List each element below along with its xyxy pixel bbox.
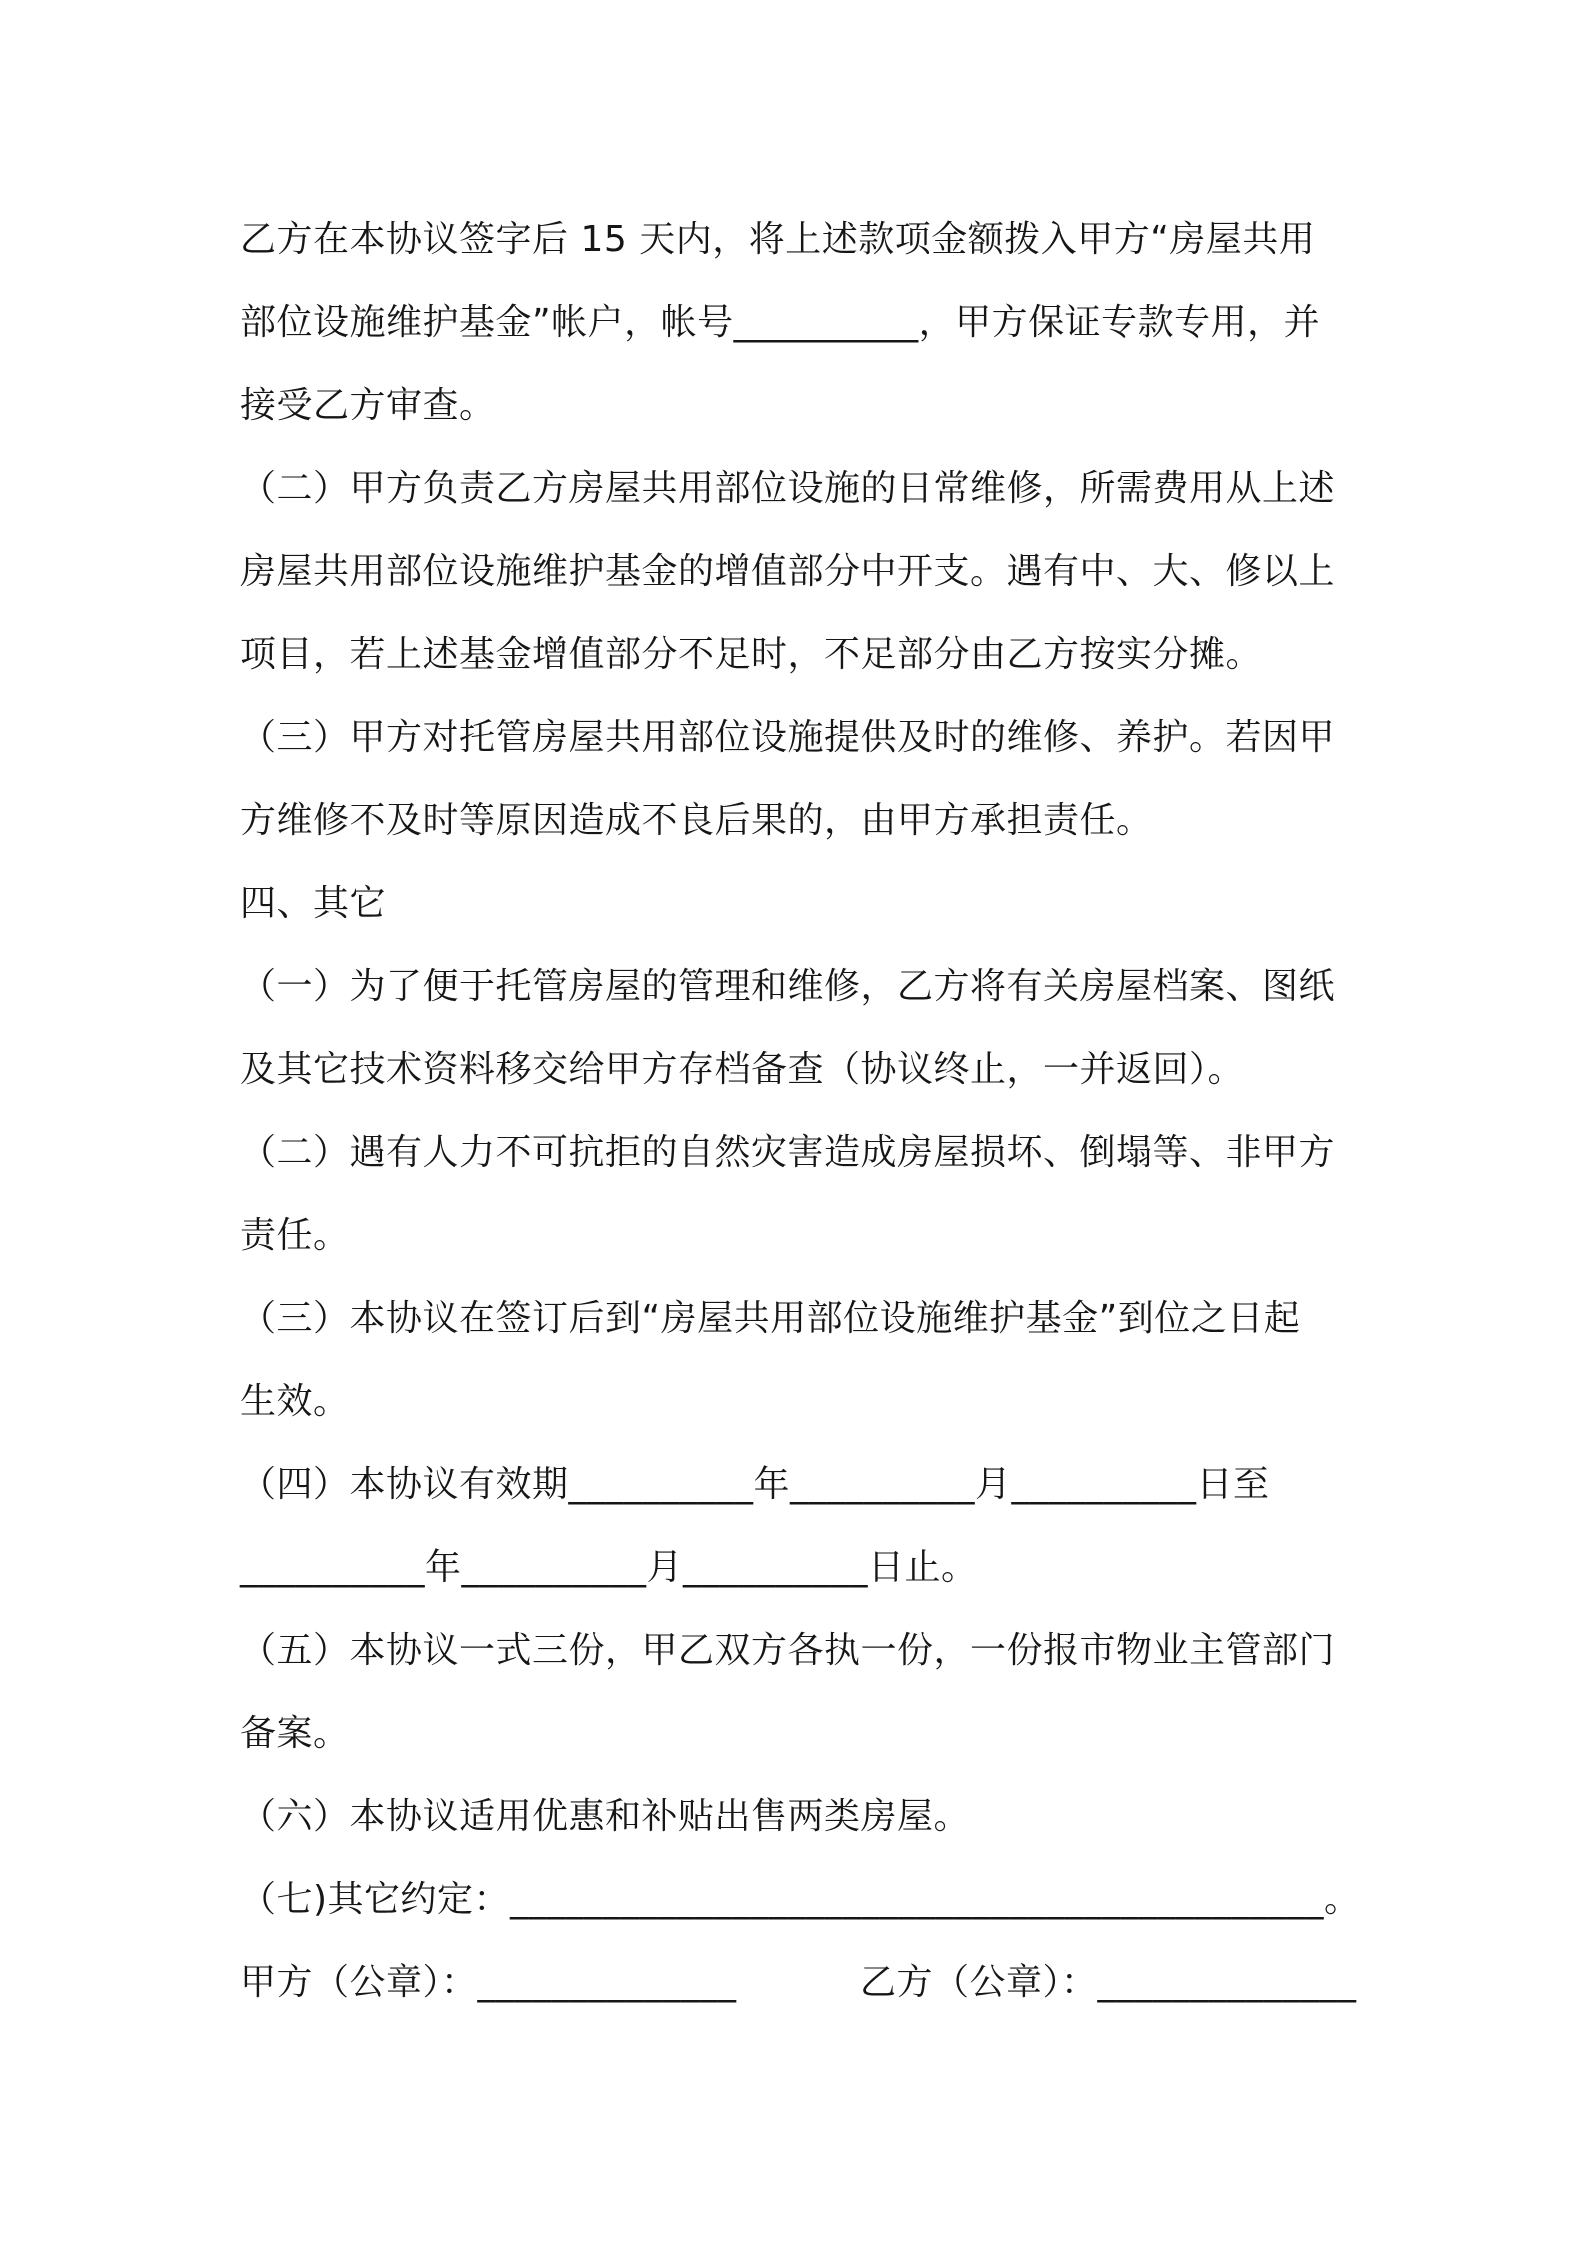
text-line: 备案。 bbox=[240, 1713, 350, 1754]
text-line: （三）甲方对托管房屋共用部位设施提供及时的维修、养护。若因甲 bbox=[240, 717, 1336, 758]
document-body bbox=[240, 198, 1360, 2024]
text-line: （七)其它约定：____________________________________________。 bbox=[240, 1879, 1361, 1920]
text-line: （六）本协议适用优惠和补贴出售两类房屋。 bbox=[240, 1796, 971, 1837]
text-line: 项目，若上述基金增值部分不足时，不足部分由乙方按实分摊。 bbox=[240, 634, 1263, 675]
text-line: （二）甲方负责乙方房屋共用部位设施的日常维修，所需费用从上述 bbox=[240, 468, 1336, 509]
text-line: 房屋共用部位设施维护基金的增值部分中开支。遇有中、大、修以上 bbox=[240, 551, 1336, 592]
text-line: （三）本协议在签订后到“房屋共用部位设施维护基金”到位之日起 bbox=[240, 1298, 1301, 1339]
text-line: 乙方在本协议签字后 15 天内，将上述款项金额拨入甲方“房屋共用 bbox=[240, 219, 1316, 260]
text-line: 生效。 bbox=[240, 1381, 350, 1422]
text-line: （二）遇有人力不可抗拒的自然灾害造成房屋损坏、倒塌等、非甲方 bbox=[240, 1132, 1336, 1173]
text-line: （五）本协议一式三份，甲乙双方各执一份，一份报市物业主管部门 bbox=[240, 1630, 1336, 1671]
party-a-signature: 甲方（公章）：______________ bbox=[240, 1962, 737, 2003]
text-line: （四）本协议有效期__________年__________月__________日至 bbox=[240, 1464, 1270, 1505]
party-b-signature: 乙方（公章）：______________ bbox=[860, 1962, 1357, 2003]
text-line: （一）为了便于托管房屋的管理和维修，乙方将有关房屋档案、图纸 bbox=[240, 966, 1336, 1007]
signature-row bbox=[240, 1941, 1360, 2024]
section-heading: 四、其它 bbox=[240, 883, 387, 924]
text-line: 方维修不及时等原因造成不良后果的，由甲方承担责任。 bbox=[240, 800, 1153, 841]
text-line: 责任。 bbox=[240, 1215, 350, 1256]
text-line: __________年__________月__________日止。 bbox=[240, 1547, 978, 1588]
text-line: 接受乙方审查。 bbox=[240, 385, 496, 426]
text-line: 及其它技术资料移交给甲方存档备查（协议终止，一并返回）。 bbox=[240, 1049, 1245, 1090]
text-line: 部位设施维护基金”帐户，帐号__________，甲方保证专款专用，并 bbox=[240, 302, 1321, 343]
